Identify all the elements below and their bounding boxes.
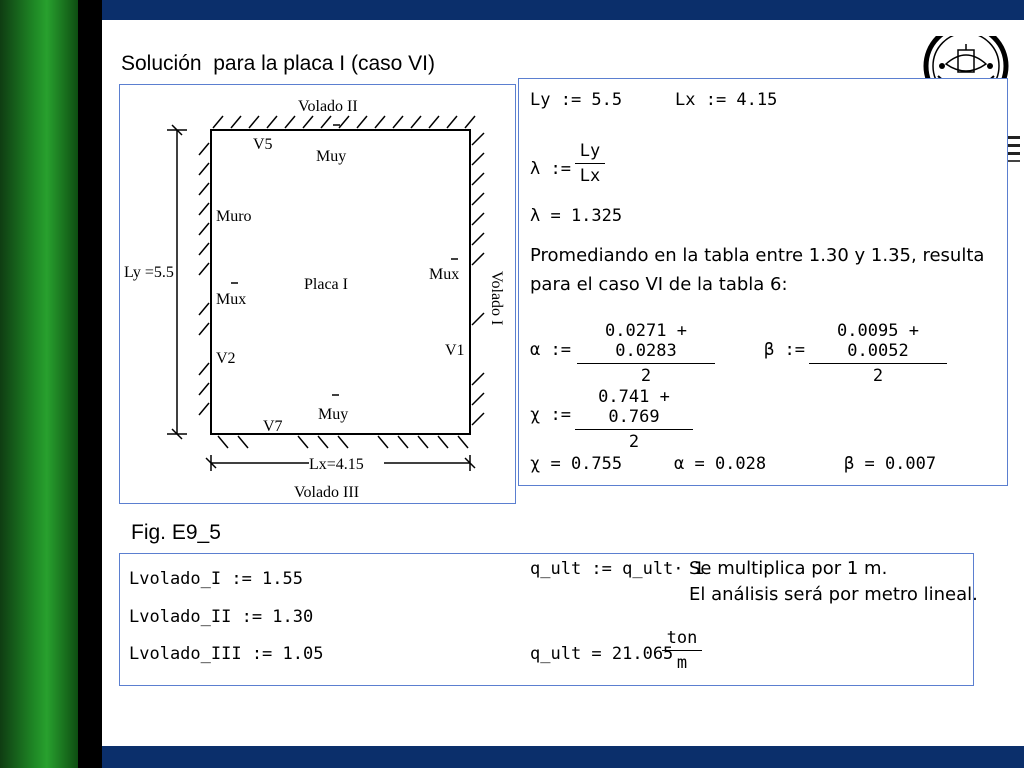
beta-numerator: 0.0095 + 0.0052 [837, 321, 919, 361]
mux-left-label: Mux [216, 291, 247, 308]
alpha-denominator: 2 [640, 366, 652, 386]
chi-lhs: χ := [530, 405, 571, 425]
chi-fraction [575, 387, 693, 452]
chi-denominator: 2 [628, 432, 640, 452]
lvolado-i: Lvolado_I := 1.55 [129, 569, 303, 589]
left-black-bar [78, 0, 102, 768]
lambda-lhs: λ := [530, 159, 571, 179]
chi-numerator: 0.741 + 0.769 [598, 387, 670, 427]
ly-dimension-label: Ly =5.5 [124, 264, 174, 281]
unit-fraction [662, 628, 702, 673]
lambda-numerator: Ly [579, 141, 601, 161]
lvolado-ii: Lvolado_II := 1.30 [129, 607, 314, 627]
volado-i-label: Volado I [488, 271, 505, 326]
unit-denominator: m [676, 653, 688, 673]
lambda-denominator: Lx [579, 166, 601, 186]
muy-bottom-label: Muy [318, 406, 349, 423]
muro-label: Muro [216, 208, 252, 225]
lvolado-iii: Lvolado_III := 1.05 [129, 644, 324, 664]
q-ult-definition: q_ult := q_ult· 1 [530, 559, 704, 579]
alpha-result: α = 0.028 [674, 454, 767, 474]
alpha-lhs: α := [530, 340, 571, 360]
left-green-bar [0, 0, 78, 768]
v1-label: V1 [445, 342, 465, 359]
v5-label: V5 [253, 136, 273, 153]
slab-diagram-figure [119, 84, 516, 504]
cantilever-lengths-panel [119, 553, 978, 686]
mux-right-label: Mux [429, 266, 460, 283]
slide-title: Solución para la placa I (caso VI) [121, 52, 435, 75]
beta-fraction [809, 321, 947, 386]
top-band [102, 0, 1024, 20]
figure-caption: Fig. E9_5 [131, 521, 221, 544]
unit-numerator: ton [666, 628, 698, 648]
explanation-line-2: para el caso VI de la tabla 6: [530, 274, 788, 295]
v2-label: V2 [216, 350, 236, 367]
alpha-numerator: 0.0271 + 0.0283 [605, 321, 687, 361]
muy-top-label: Muy [316, 148, 347, 165]
volado-iii-label: Volado III [294, 484, 360, 501]
calculation-panel [518, 78, 1008, 486]
beta-denominator: 2 [872, 366, 884, 386]
chi-result: χ = 0.755 [530, 454, 623, 474]
beta-result: β = 0.007 [844, 454, 937, 474]
lx-definition: Lx := 4.15 [675, 90, 778, 110]
note-line-1: Se multiplica por 1 m. [689, 558, 888, 579]
v7-label: V7 [263, 418, 283, 435]
q-ult-result: q_ult = 21.065 [530, 644, 674, 664]
lx-dimension-label: Lx=4.15 [309, 456, 364, 473]
ly-definition: Ly := 5.5 [530, 90, 623, 110]
volado-ii-label: Volado II [298, 98, 358, 115]
alpha-fraction [577, 321, 715, 386]
lambda-result: λ = 1.325 [530, 206, 623, 226]
lambda-fraction [575, 141, 605, 186]
placa-i-label: Placa I [304, 276, 348, 293]
note-line-2: El análisis será por metro lineal. [689, 584, 978, 605]
explanation-line-1: Promediando en la tabla entre 1.30 y 1.35, resulta [530, 245, 985, 266]
beta-lhs: β := [764, 340, 805, 360]
bottom-band [102, 746, 1024, 768]
